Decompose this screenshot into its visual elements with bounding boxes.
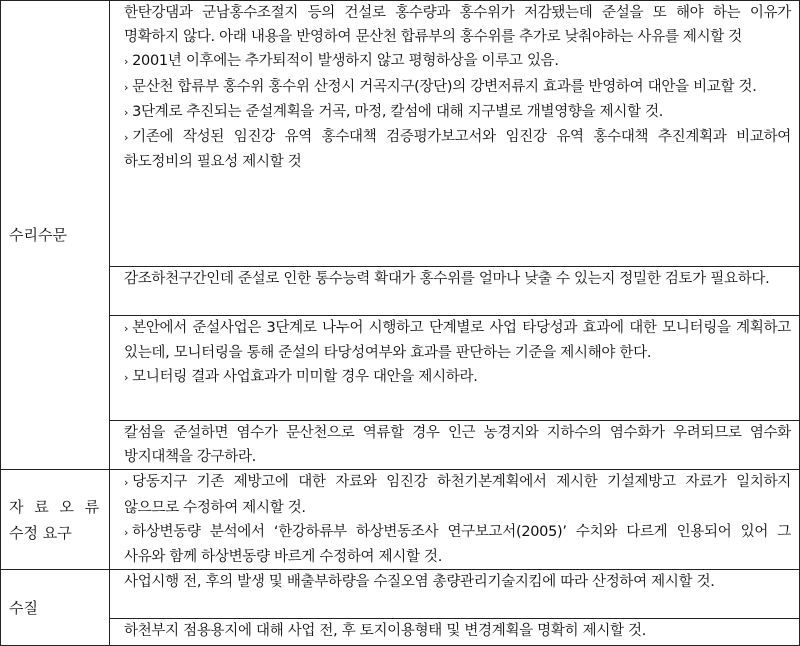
bullet-item: › 기존에 작성된 임진강 유역 홍수대책 검증평가보고서와 임진강 유역 홍수대책 추진계획과 비교하여 하도정비의 필요성 제시할 것 xyxy=(124,129,791,171)
bullet-item: › 3단계로 추진되는 준설계획을 거곡, 마정, 칼섬에 대해 지구별로 개별영향을 제시할 것. xyxy=(124,103,664,120)
bullet-marker: › xyxy=(124,131,129,145)
comment-lead: 한탄강댐과 군남홍수조절지 등의 건설로 홍수량과 홍수위가 저감됐는데 준설을 또 해야 하는 이유가 명확하지 않다. 아래 내용을 반영하여 문산천 합류부의 홍수위를 추가로 낮춰야하는 사유를 제시할 것 xyxy=(124,5,791,46)
bullet-marker: › xyxy=(124,525,129,539)
bullet-marker: › xyxy=(124,476,129,490)
category-label-line2: 수정 요구 xyxy=(9,523,72,542)
bullet-item: › 문산천 합류부 홍수위 홍수위 산정시 거곡지구(장단)의 강변저류지 효과를 반영하여 대안을 비교할 것. xyxy=(124,78,757,95)
bullet-item: › 모니터링 결과 사업효과가 미미할 경우 대안을 제시하라. xyxy=(124,369,478,386)
table-row xyxy=(1,421,800,470)
bullet-item: › 당동지구 기존 제방고에 대한 자료와 임진강 하천기본계획에서 제시한 기설제방고 자료가 일치하지 않으므로 수정하여 제시할 것. xyxy=(124,474,791,516)
comment-cell xyxy=(110,1,800,267)
category-label-line1: 자 료 오 류 xyxy=(9,497,103,516)
comment-cell xyxy=(110,421,800,470)
table-row xyxy=(1,470,800,570)
table-row xyxy=(1,1,800,267)
bullet-item: › 하상변동량 분석에서 ‘한강하류부 하상변동조사 연구보고서(2005)’ 수치와 다르게 인용되어 있어 그 사유와 함께 하상변동량 바르게 수정하여 제시할 것. xyxy=(124,523,791,566)
bullet-marker: › xyxy=(124,105,129,119)
bullet-item: › 본안에서 준설사업은 3단계로 나누어 시행하고 단계별로 사업 타당성과 효과에 대한 모니터링을 계획하고 있는데, 모니터링을 통해 준설의 타당성여부와 효과를 판단하는 기준을 제시해야 한다. xyxy=(124,320,791,362)
comment-cell xyxy=(110,470,800,570)
bullet-marker: › xyxy=(124,371,129,385)
comment-lead: 하천부지 점용용지에 대해 사업 전, 후 토지이용형태 및 변경계획을 명확히 제시할 것. xyxy=(124,623,647,640)
category-label: 수질 xyxy=(9,598,38,617)
comment-cell xyxy=(110,267,800,316)
table-row xyxy=(1,316,800,421)
table-row xyxy=(1,570,800,619)
bullet-marker: › xyxy=(124,55,129,69)
category-cell xyxy=(1,570,110,646)
comment-lead: 사업시행 전, 후의 발생 및 배출부하량을 수질오염 총량관리기술지킴에 따라 산정하여 제시할 것. xyxy=(124,574,715,591)
comment-cell xyxy=(110,570,800,619)
category-cell xyxy=(1,1,110,470)
comment-cell xyxy=(110,316,800,421)
category-label: 수리수문 xyxy=(9,226,67,245)
comment-lead: 감조하천구간인데 준설로 인한 통수능력 확대가 홍수위를 얼마나 낮출 수 있는지 정밀한 검토가 필요하다. xyxy=(124,271,770,287)
comment-lead: 칼섬을 준설하면 염수가 문산천으로 역류할 경우 인근 농경지와 지하수의 염수화가 우려되므로 염수화 방지대책을 강구하라. xyxy=(124,425,791,466)
bullet-marker: › xyxy=(124,80,129,94)
bullet-item: › 2001년 이후에는 추가퇴적이 발생하지 않고 평형하상을 이루고 있음. xyxy=(124,53,559,70)
table-row xyxy=(1,267,800,316)
category-cell xyxy=(1,470,110,570)
bullet-marker: › xyxy=(124,322,129,335)
